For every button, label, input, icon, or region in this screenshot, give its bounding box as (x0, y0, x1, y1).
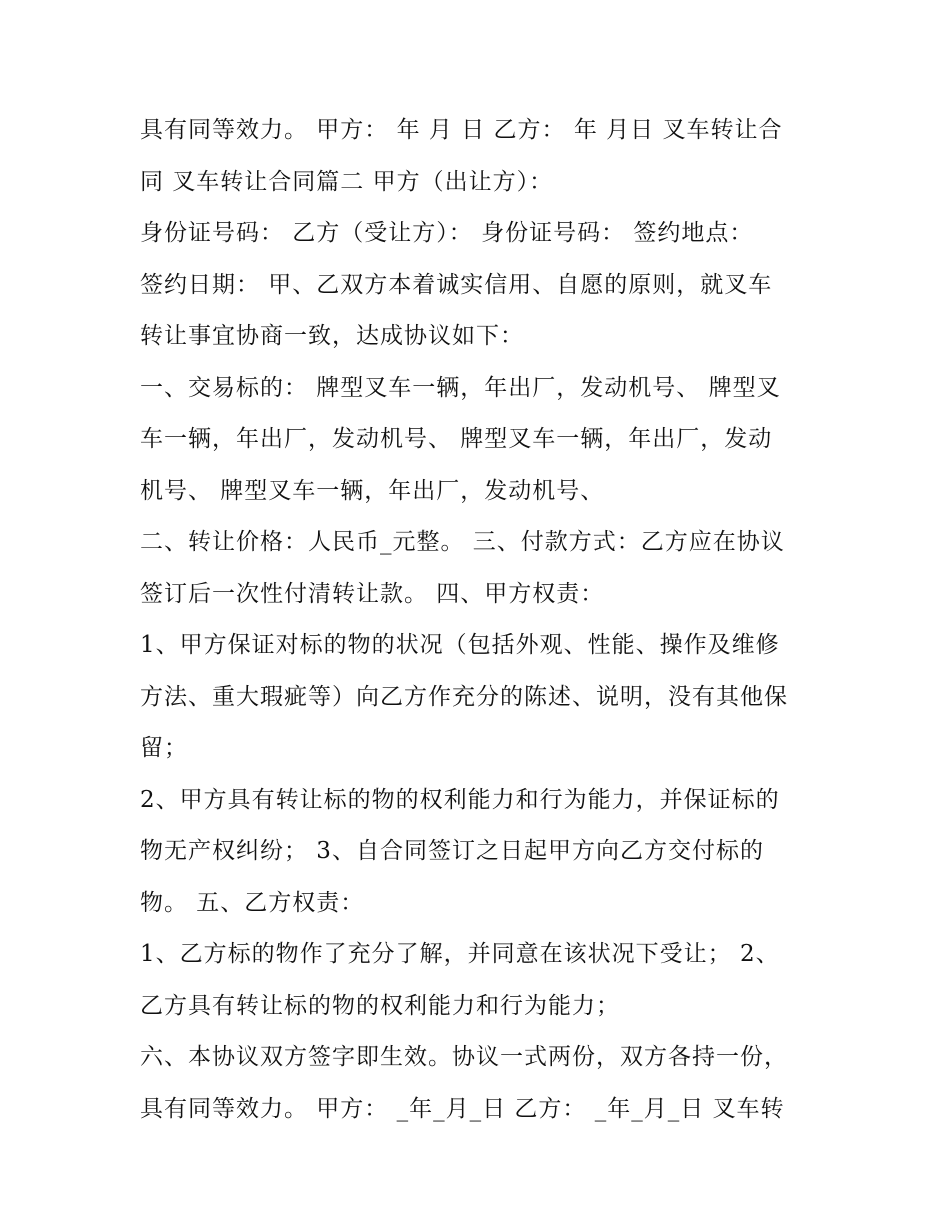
text-line: 车一辆，年出厂，发动机号、 牌型叉车一辆，年出厂，发动 (140, 426, 773, 452)
text-line: 1、乙方标的物作了充分了解，并同意在该状况下受让； 2、 (140, 941, 780, 967)
text-line: 具有同等效力。 甲方： 年 月 日 乙方： 年 月日 叉车转让合 (140, 117, 783, 143)
text-line: 转让事宜协商一致，达成协议如下： (140, 323, 524, 349)
text-line: 2、甲方具有转让标的物的权利能力和行为能力，并保证标的 (140, 786, 780, 813)
text-line: 1、甲方保证对标的物的状况（包括外观、性能、操作及维修 (140, 632, 780, 658)
text-line: 签约日期： 甲、乙双方本着诚实信用、自愿的原则，就叉车 (140, 271, 773, 298)
text-line: 身份证号码： 乙方（受让方）： 身份证号码： 签约地点： (140, 220, 754, 246)
text-line: 二、转让价格：人民币_元整。 三、付款方式：乙方应在协议 (140, 529, 785, 555)
text-line: 机号、 牌型叉车一辆，年出厂，发动机号、 (140, 477, 605, 504)
text-line: 六、本协议双方签字即生效。协议一式两份，双方各持一份， (140, 1044, 788, 1070)
text-line: 留； (140, 735, 188, 761)
text-line: 一、交易标的： 牌型叉车一辆，年出厂，发动机号、 牌型叉 (140, 374, 781, 401)
text-line: 具有同等效力。 甲方： _年_月_日 乙方： _年_月_日 叉车转 (140, 1095, 785, 1122)
text-line: 物无产权纠纷； 3、自合同签订之日起甲方向乙方交付标的 (140, 838, 764, 864)
text-line: 物。 五、乙方权责： (140, 889, 365, 916)
text-line: 签订后一次性付清转让款。 四、甲方权责： (140, 580, 605, 607)
text-line: 同 叉车转让合同篇二 甲方（出让方）： (140, 168, 554, 195)
text-line: 乙方具有转让标的物的权利能力和行为能力； (140, 992, 620, 1019)
text-line: 方法、重大瑕疵等）向乙方作充分的陈述、说明，没有其他保 (140, 683, 788, 710)
contract-text (140, 105, 830, 1135)
